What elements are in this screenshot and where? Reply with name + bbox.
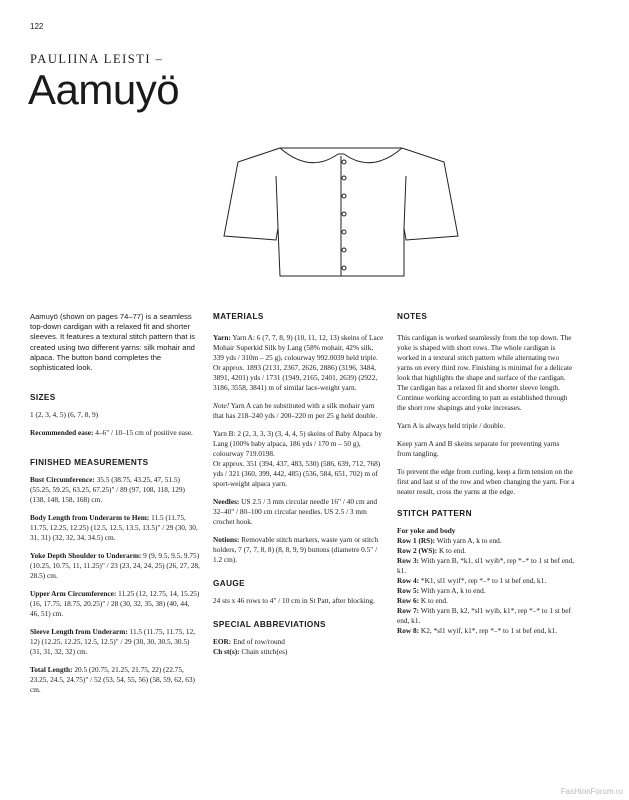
sizes-heading: SIZES — [30, 393, 56, 403]
abbr-ch-st: Ch st(s): Chain stitch(es) — [213, 647, 288, 656]
materials-yarn-b: Yarn B: 2 (2, 3, 3, 3) (3, 4, 4, 5) skeins of Baby Alpaca by Lang (100% baby alpaca, 186 yds / 170 m – 50 g), colourway 719.0198. Or approx. 351 (394, 437, 483, 530) (586, 639, 712, 768) yds / 321 (360, 399, 442, 485) (536, 584, 651, 702) m of sport-weight alpaca yarn. — [213, 429, 382, 488]
materials-yarn-a: Yarn: Yarn A: 6 (7, 7, 8, 9) (10, 11, 12, 13) skeins of Lace Mohair Superkid Silk by Lang (58% mohair, 42% silk, 339 yds / 310m – 25 g), colourway 992.0039 held triple. Or approx. 1893 (2131, 2367, 2626, 2886) (3196, 3484, 3891, 4201) yds / 1731 (1949, 2165, 2401, 2639) (2922, 3186, 3558, 3841) m of similar lace-weight yarn. — [213, 333, 384, 392]
stitch-row: Row 8: K2, *sl1 wyif, k1*, rep *–* to 1 st bef end, k1. — [397, 626, 558, 635]
sizes-list: 1 (2, 3, 4, 5) (6, 7, 8, 9) — [30, 410, 99, 420]
materials-notions: Notions: Removable stitch markers, waste yarn or stitch holders, 7 (7, 7, 8, 8) (8, 8, 9, 9) buttons (diametre 0.5" / 1.2 cm). — [213, 535, 378, 564]
notes-paragraph: Yarn A is always held triple / double. — [397, 421, 505, 430]
stitch-row: Row 7: With yarn B, k2, *sl1 wyib, k1*, rep *–* to 1 st bef end, k1. — [397, 606, 571, 625]
finished-measurements-heading: FINISHED MEASUREMENTS — [30, 458, 149, 468]
column-right — [397, 312, 575, 636]
page-number: 122 — [30, 22, 44, 31]
measurement-bust: Bust Circumference: 35.5 (38.75, 43.25, 47, 51.5) (55.25, 59.25, 63.25, 67.25)" / 89 (97, 108, 118, 129) (138, 148, 158, 168) cm. — [30, 475, 185, 505]
stitch-row: Row 1 (RS): With yarn A, k to end. — [397, 536, 502, 545]
stitch-row: Row 5: With yarn A, k to end. — [397, 586, 486, 595]
intro-text: Aamuyö (shown on pages 74–77) is a seamless top-down cardigan with a relaxed fit and shorter sleeves. It features a textural stitch pattern that is created using two different yarns: silk mohair and alpaca. The button band completes the sophisticated look. — [30, 312, 196, 373]
stitch-row: Row 3: With yarn B, *k1, sl1 wyib*, rep *–* to 1 st bef end, k1. — [397, 556, 575, 575]
abbr-eor: EOR: End of row/round — [213, 637, 285, 646]
measurement-body-length: Body Length from Underarm to Hem: 11.5 (11.75, 11.75, 12.25, 12.25) (12.5, 12.5, 13.5, 13.5)" / 29 (30, 30, 31, 31) (32, 32, 34, 34.5) cm. — [30, 513, 198, 543]
watermark: FasHionForum.ru — [560, 787, 623, 796]
measurement-upper-arm: Upper Arm Circumference: 11.25 (12, 12.75, 14, 15.25) (16, 17.75, 18.75, 20.25)" / 28 (30, 32, 35, 38) (40, 44, 46, 51) cm. — [30, 589, 200, 619]
gauge-heading: GAUGE — [213, 579, 246, 588]
column-middle — [213, 312, 385, 657]
notes-paragraph: This cardigan is worked seamlessly from the top down. The yoke is shaped with short rows. The whole cardigan is worked in a textural stitch pattern while alternating two yarns on every third row. Finishing is minimal for a delicate look that highlights the shape and surface of the cardigan. The cardigan has a relaxed fit and shorter sleeve length. Continue working according to patt as established through the short row shapings and yoke increases. — [397, 333, 573, 412]
notes-heading: NOTES — [397, 312, 428, 321]
gauge-text: 24 sts x 46 rows to 4" / 10 cm in St Patt, after blocking. — [213, 596, 375, 605]
stitch-row: Row 2 (WS): K to end. — [397, 546, 466, 555]
materials-note: Note! Yarn A can be substituted with a silk mohair yarn that has 218–240 yds / 200–220 m per 25 g held double. — [213, 401, 378, 420]
stitch-subheading: For yoke and body — [397, 526, 456, 535]
measurement-sleeve-length: Sleeve Length from Underarm: 11.5 (11.75, 11.75, 12, 12) (12.25, 12.25, 12.5, 12.5)" / 29 (30, 30, 30.5, 30.5) (31, 31, 32, 32) cm. — [30, 627, 196, 657]
stitch-row: Row 6: K to end. — [397, 596, 448, 605]
recommended-ease: Recommended ease: 4–6" / 10–15 cm of positive ease. — [30, 428, 193, 438]
abbreviations-heading: SPECIAL ABBREVIATIONS — [213, 620, 326, 629]
pattern-title: Aamuyö — [28, 66, 180, 113]
measurement-yoke-depth: Yoke Depth Shoulder to Underarm: 9 (9, 9.5, 9.5, 9.75) (10.25, 10.75, 11, 11.25)" / 23 (23, 24, 24, 25) (26, 27, 28, 28.5) cm. — [30, 551, 200, 581]
notes-paragraph: Keep yarn A and B skeins separate for preventing yarns from tangling. — [397, 439, 560, 458]
designer-name: PAULIINA LEISTI – — [30, 52, 164, 66]
measurement-total-length: Total Length: 20.5 (20.75, 21.25, 21.75, 22) (22.75, 23.25, 24.5, 24.75)" / 52 (53, 54, 55, 56) (58, 59, 62, 63) cm. — [30, 665, 195, 695]
stitch-row: Row 4: *K1, sl1 wyif*, rep *–* to 1 st bef end, k1. — [397, 576, 547, 585]
column-left — [30, 312, 200, 703]
notes-paragraph: To prevent the edge from curling, keep a firm tension on the first and last st of the row and when changing the yarn. For a neater result, cross the yarns at the edge. — [397, 467, 575, 496]
materials-heading: MATERIALS — [213, 312, 264, 321]
cardigan-schematic — [218, 126, 463, 286]
materials-needles: Needles: US 2.5 / 3 mm circular needle 16" / 40 cm and 32–40" / 80–100 cm circular needles. US 2.5 / 3 mm crochet hook. — [213, 497, 378, 526]
stitch-pattern-heading: STITCH PATTERN — [397, 509, 472, 518]
